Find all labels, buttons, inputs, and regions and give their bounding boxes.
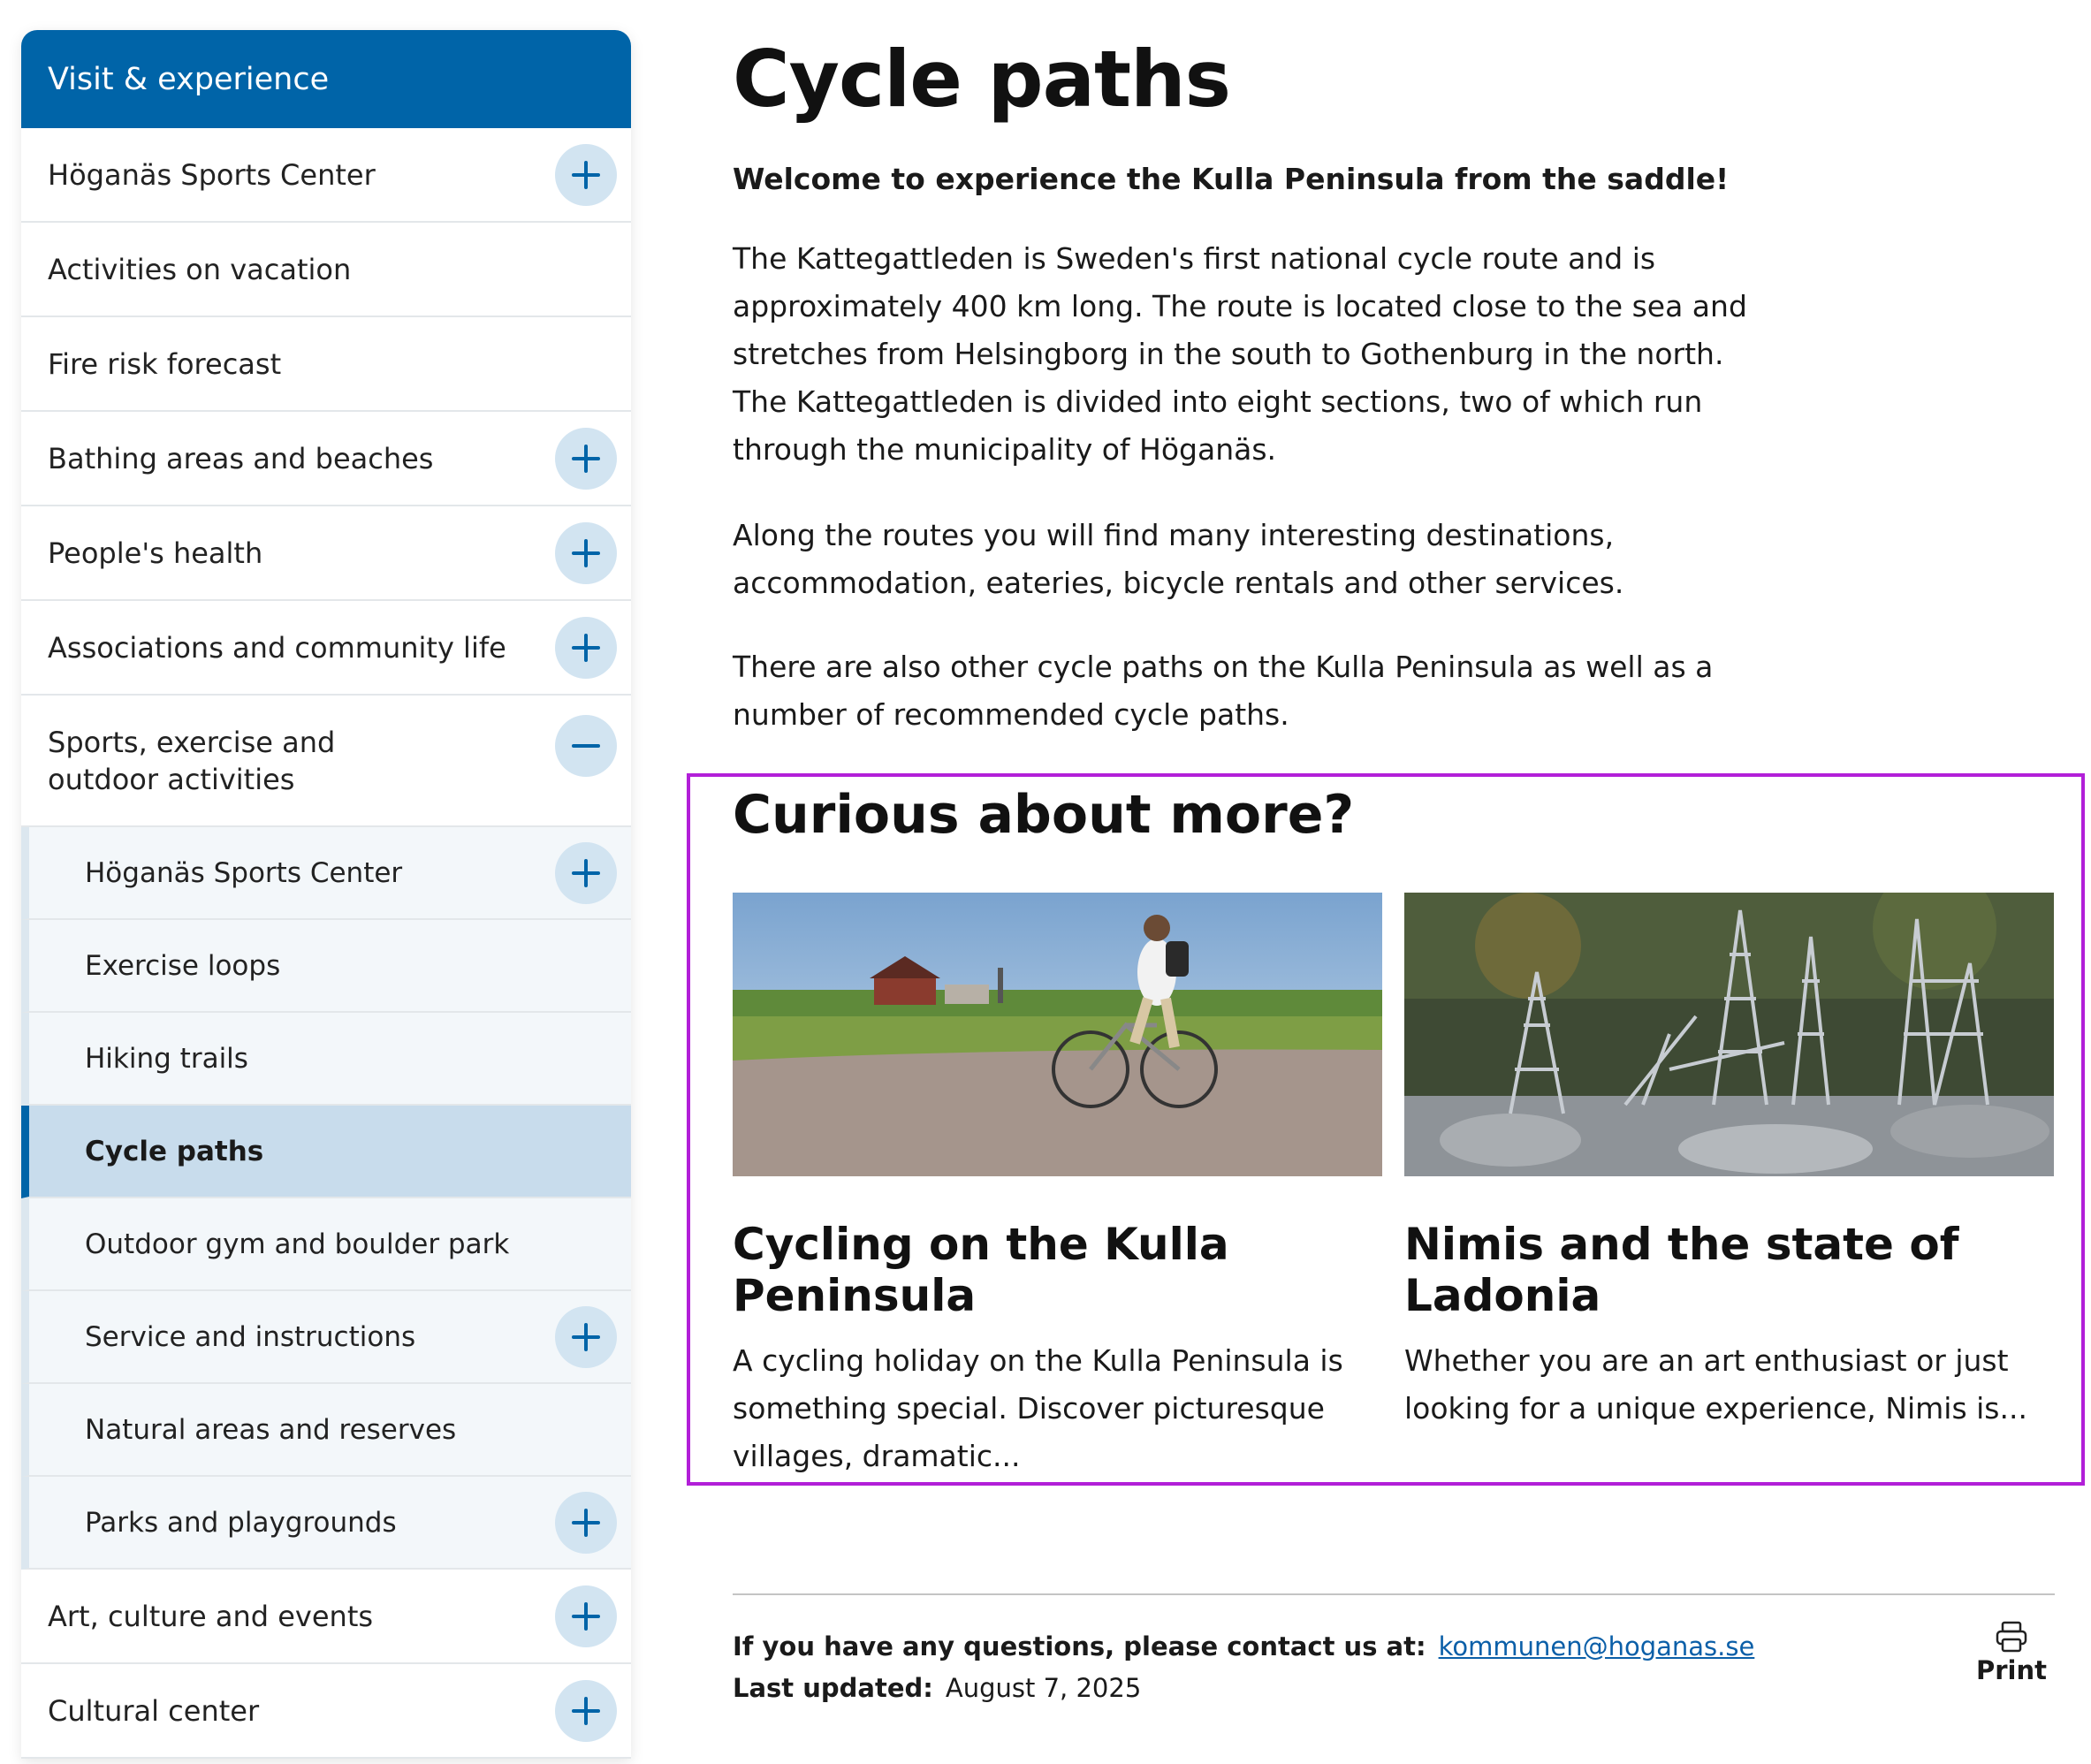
expand-plus-icon[interactable] [555,842,617,904]
sidebar-item-associations[interactable] [21,601,631,696]
sidebar-item-sports-exercise[interactable] [21,696,631,827]
lead-text: Welcome to experience the Kulla Peninsula from the saddle! [733,162,1730,196]
sidebar-subitem-label: Natural areas and reserves [85,1413,457,1446]
sidebar-item-label: Cultural center [48,1693,260,1728]
card-nimis-ladonia[interactable] [1404,893,2054,1433]
sidebar-subitem-exercise-loops[interactable] [21,920,631,1013]
card-image-nimis[interactable] [1404,893,2054,1176]
page-title: Cycle paths [733,34,1231,125]
card-excerpt: Whether you are an art enthusiast or just looking for a unique experience, Nimis is... [1404,1343,2027,1426]
sidebar-subitem-outdoor-gym[interactable] [21,1198,631,1291]
curious-about-more-section [687,773,2085,1486]
sidebar-item-label: Associations and community life [48,630,506,665]
sidebar-subitem-label: Cycle paths [85,1135,264,1167]
sidebar-item-activities-on-vacation[interactable] [21,223,631,317]
card-excerpt: A cycling holiday on the Kulla Peninsula is something special. Discover picturesque villages, dramatic... [733,1343,1343,1473]
sidebar-header-label: Visit & experience [48,61,330,97]
sidebar-subitem-label: Exercise loops [85,949,281,982]
paragraph-other-paths: There are also other cycle paths on the Kulla Peninsula as well as a number of recommended cycle paths. [733,650,1714,732]
sidebar-item-peoples-health[interactable] [21,506,631,601]
footer-divider [733,1593,2055,1595]
contact-email-link[interactable]: kommunen@hoganas.se [1438,1631,1755,1661]
contact-line [733,1625,1754,1668]
sidebar-item-bathing-areas[interactable] [21,412,631,506]
printer-icon [1995,1620,2028,1654]
sidebar-item-label: Höganäs Sports Center [48,157,376,192]
section-title: Curious about more? [733,784,1355,846]
expand-plus-icon[interactable] [555,1492,617,1554]
card-title-link[interactable]: Cycling on the Kulla Peninsula [733,1219,1229,1321]
sidebar-subitem-label: Höganäs Sports Center [85,856,403,889]
sidebar-subitem-label: Parks and playgrounds [85,1506,397,1539]
sidebar-item-cultural-center[interactable] [21,1664,631,1759]
sidebar-subitem-label: Hiking trails [85,1042,248,1075]
sidebar-item-label: Fire risk forecast [48,346,282,381]
expand-plus-icon[interactable] [555,144,617,206]
updated-label: Last updated: [733,1673,933,1703]
sidebar-subitem-hiking-trails[interactable] [21,1013,631,1106]
collapse-minus-icon[interactable] [555,715,617,777]
sidebar-nav [21,30,631,1759]
sidebar-subitem-natural-areas[interactable] [21,1384,631,1477]
sidebar-subitem-label: Outdoor gym and boulder park [85,1228,510,1260]
card-image-cyclist[interactable] [733,893,1382,1176]
print-label: Print [1976,1655,2048,1685]
sidebar-item-art-culture-events[interactable] [21,1570,631,1664]
card-cycling-kulla[interactable] [733,893,1382,1480]
expand-plus-icon[interactable] [555,1680,617,1742]
expand-plus-icon[interactable] [555,617,617,679]
sidebar-item-label: Activities on vacation [48,252,352,286]
expand-plus-icon[interactable] [555,522,617,584]
updated-value: August 7, 2025 [945,1673,1142,1703]
last-updated-line [733,1667,1141,1709]
sidebar-subitem-hoganas-sports-center[interactable] [21,827,631,920]
paragraph-along-routes: Along the routes you will find many interesting destinations, accommodation, eateries, bicycle rentals and other services. [733,518,1624,600]
expand-plus-icon[interactable] [555,1585,617,1647]
sidebar-item-fire-risk-forecast[interactable] [21,317,631,412]
sidebar-item-label: People's health [48,536,263,570]
paragraph-kattegattleden: The Kattegattleden is Sweden's first national cycle route and is approximately 400 km long. The route is located close to the sea and stretches from Helsingborg in the south to Gothenburg in the north. The Kattegattleden is divided into eight sections, two of which run through the municipality of Höganäs. [733,241,1747,467]
sidebar-item-label: Bathing areas and beaches [48,441,434,475]
expand-plus-icon[interactable] [555,428,617,490]
sidebar-subitem-cycle-paths[interactable] [21,1106,631,1198]
sidebar-header[interactable] [21,30,631,128]
contact-label: If you have any questions, please contact us at: [733,1631,1426,1661]
sidebar-subitem-service-instructions[interactable] [21,1291,631,1384]
sidebar-item-hoganas-sports-center[interactable] [21,128,631,223]
expand-plus-icon[interactable] [555,1306,617,1368]
sidebar-subitem-label: Service and instructions [85,1320,416,1353]
sidebar-subitem-parks-playgrounds[interactable] [21,1477,631,1570]
sidebar-item-label: Sports, exercise and outdoor activities [48,726,336,796]
card-title-link[interactable]: Nimis and the state of Ladonia [1404,1219,1959,1321]
sidebar-item-label: Art, culture and events [48,1599,374,1633]
print-button[interactable] [1976,1620,2047,1685]
